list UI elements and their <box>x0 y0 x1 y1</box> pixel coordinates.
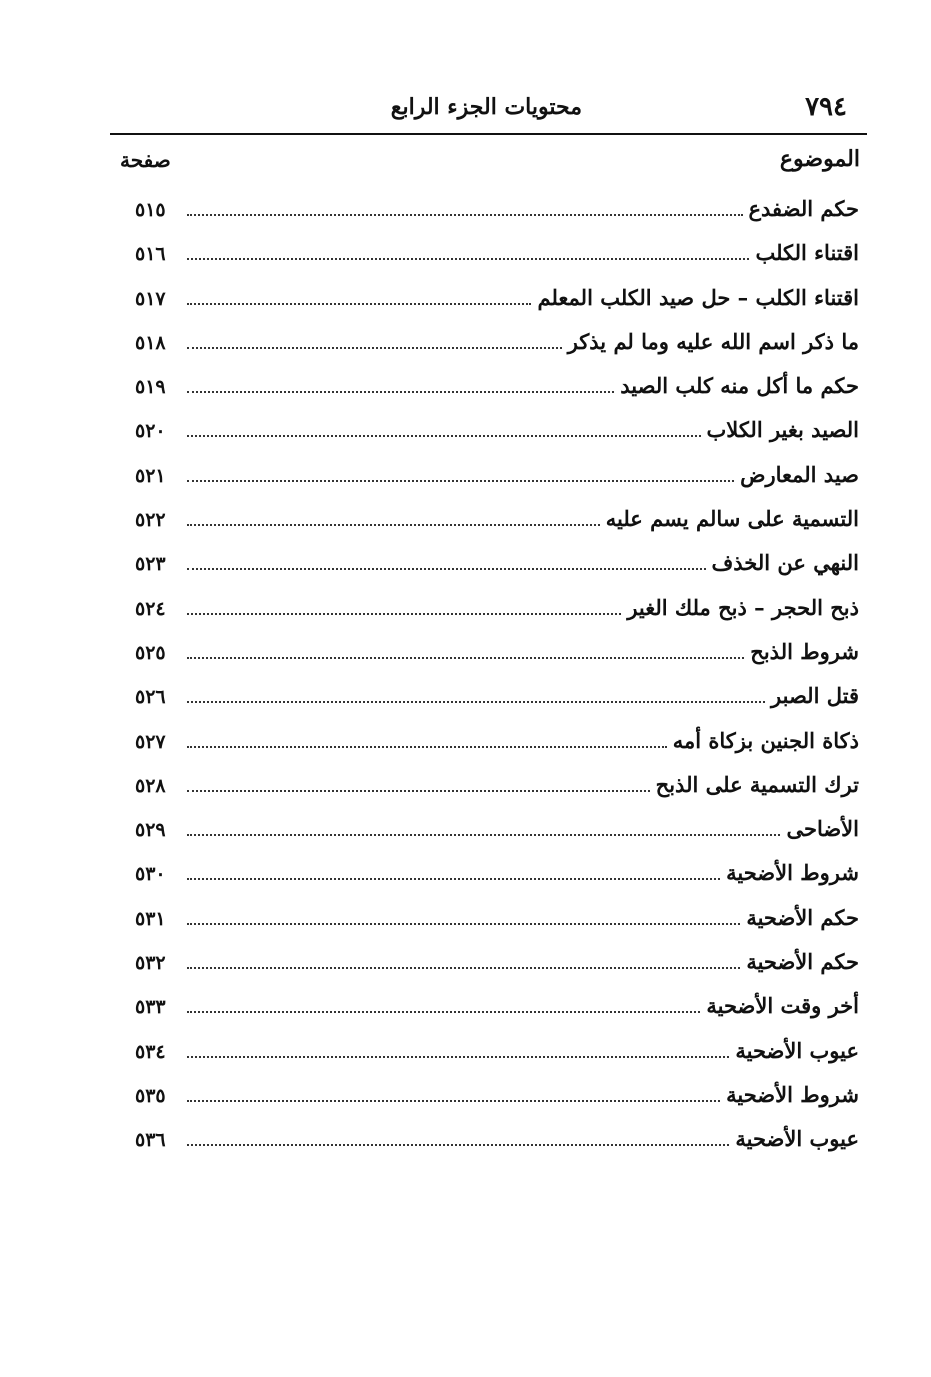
dot-leader <box>187 524 600 526</box>
toc-entry-topic: شروط الأضحية <box>726 1081 859 1107</box>
toc-entry-page-number: ٥٢٤ <box>135 597 166 620</box>
toc-entry-page-number: ٥٣٢ <box>135 952 166 975</box>
dot-leader <box>187 568 706 570</box>
toc-entry <box>135 949 859 993</box>
dot-leader <box>187 258 749 260</box>
toc-entry-page-number: ٥٢٣ <box>135 553 166 576</box>
toc-entry-page-number: ٥٢٢ <box>135 509 166 532</box>
toc-entry-page-number: ٥٢٥ <box>135 641 166 664</box>
toc-entry-page-number: ٥٢٨ <box>135 774 166 797</box>
toc-entry-page-number: ٥٣١ <box>135 907 166 930</box>
toc-entry-page-number: ٥٣٦ <box>135 1129 166 1152</box>
dot-leader <box>187 1144 729 1146</box>
toc-entry-page-number: ٥١٨ <box>135 331 166 354</box>
dot-leader <box>187 214 743 216</box>
toc-entry-page-number: ٥٢٦ <box>135 686 166 709</box>
toc-entry <box>135 550 859 594</box>
toc-entry <box>135 595 859 639</box>
dot-leader <box>187 878 720 880</box>
toc-entry-topic: شروط الأضحية <box>726 860 859 886</box>
toc-entry <box>135 240 859 284</box>
toc-entry-topic: عيوب الأضحية <box>735 1037 859 1063</box>
toc-entry-page-number: ٥٣٥ <box>135 1084 166 1107</box>
table-of-contents <box>135 196 859 1171</box>
toc-entry-topic: صيد المعارض <box>740 461 859 487</box>
dot-leader <box>187 790 650 792</box>
toc-entry <box>135 196 859 240</box>
toc-entry-topic: ما ذكر اسم الله عليه وما لم يذكر <box>567 328 859 354</box>
toc-entry-topic: اقتناء الكلب – حل صيد الكلب المعلم <box>537 284 859 310</box>
toc-entry-page-number: ٥١٧ <box>135 287 166 310</box>
toc-entry-page-number: ٥٣٤ <box>135 1040 166 1063</box>
toc-entry <box>135 860 859 904</box>
toc-entry-topic: اقتناء الكلب <box>755 240 859 266</box>
dot-leader <box>187 1056 729 1058</box>
running-header <box>110 92 867 132</box>
header-rule <box>110 133 867 135</box>
toc-entry <box>135 728 859 772</box>
toc-entry-topic: ذبح الحجر – ذبح ملك الغير <box>627 594 859 620</box>
dot-leader <box>187 480 734 482</box>
toc-entry-page-number: ٥٢٧ <box>135 730 166 753</box>
page-number: ٧٩٤ <box>805 92 847 122</box>
dot-leader <box>187 347 562 349</box>
toc-entry <box>135 1126 859 1170</box>
toc-entry-page-number: ٥٢١ <box>135 464 166 487</box>
toc-entry <box>135 1082 859 1126</box>
toc-entry-topic: ترك التسمية على الذبح <box>655 771 859 797</box>
toc-entry <box>135 329 859 373</box>
dot-leader <box>187 1011 700 1013</box>
toc-entry <box>135 417 859 461</box>
dot-leader <box>187 701 765 703</box>
toc-entry <box>135 683 859 727</box>
toc-entry-topic: التسمية على سالم يسم عليه <box>605 506 859 532</box>
toc-entry-topic: أخر وقت الأضحية <box>706 993 859 1019</box>
dot-leader <box>187 391 614 393</box>
dot-leader <box>187 967 740 969</box>
column-headings <box>120 146 860 182</box>
dot-leader <box>187 1100 720 1102</box>
header-title: محتويات الجزء الرابع <box>390 94 582 120</box>
toc-entry-page-number: ٥٢٩ <box>135 819 166 842</box>
toc-entry-topic: حكم ما أكل منه كلب الصيد <box>620 373 859 399</box>
dot-leader <box>187 303 531 305</box>
page-column-heading: صفحة <box>120 148 171 172</box>
dot-leader <box>187 435 701 437</box>
toc-entry-topic: حكم الضفدع <box>748 196 859 221</box>
toc-entry-topic: شروط الذبح <box>750 638 859 664</box>
toc-entry-page-number: ٥١٦ <box>135 243 166 266</box>
toc-entry-topic: حكم الأضحية <box>746 949 859 975</box>
dot-leader <box>187 834 780 836</box>
toc-entry-topic: عيوب الأضحية <box>735 1126 859 1152</box>
dot-leader <box>187 746 667 748</box>
dot-leader <box>187 613 621 615</box>
toc-entry <box>135 905 859 949</box>
toc-entry <box>135 639 859 683</box>
toc-entry <box>135 772 859 816</box>
topic-column-heading: الموضوع <box>779 146 860 172</box>
toc-entry-page-number: ٥٣٠ <box>135 863 166 886</box>
toc-entry-topic: الأضاحى <box>786 816 859 842</box>
toc-entry <box>135 506 859 550</box>
toc-entry-topic: قتل الصبر <box>771 683 859 709</box>
toc-entry-topic: حكم الأضحية <box>746 904 859 930</box>
toc-entry-page-number: ٥١٩ <box>135 376 166 399</box>
dot-leader <box>187 923 740 925</box>
toc-entry <box>135 993 859 1037</box>
toc-entry-page-number: ٥١٥ <box>135 199 166 221</box>
dot-leader <box>187 657 744 659</box>
toc-entry <box>135 373 859 417</box>
toc-entry <box>135 462 859 506</box>
toc-entry <box>135 285 859 329</box>
toc-entry <box>135 816 859 860</box>
toc-entry-page-number: ٥٣٣ <box>135 996 166 1019</box>
toc-entry-topic: النهي عن الخذف <box>711 550 859 576</box>
toc-entry-topic: ذكاة الجنين بزكاة أمه <box>672 727 859 753</box>
toc-entry-topic: الصيد بغير الكلاب <box>706 417 859 443</box>
toc-entry-page-number: ٥٢٠ <box>135 420 166 443</box>
toc-entry <box>135 1038 859 1082</box>
